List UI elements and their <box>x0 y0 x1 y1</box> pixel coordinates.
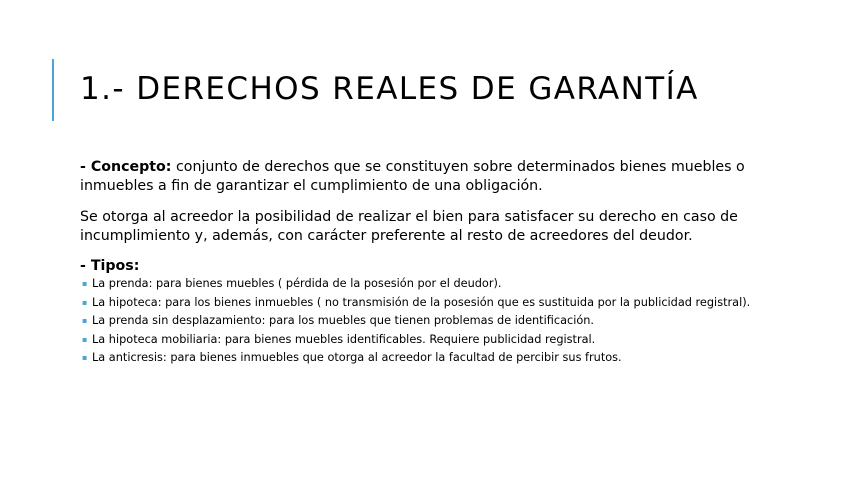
list-item <box>80 351 760 366</box>
concepto-paragraph <box>80 158 760 196</box>
bullet-icon: ▪ <box>82 353 88 362</box>
list-item-text: La hipoteca mobiliaria: para bienes muebles identificables. Requiere publicidad registral. <box>92 332 596 346</box>
list-item-text: La prenda: para bienes muebles ( pérdida de la posesión por el deudor). <box>92 277 502 290</box>
list-item-text: La anticresis: para bienes inmuebles que otorga al acreedor la facultad de percibir sus frutos. <box>92 351 622 364</box>
concepto-label: - Concepto: <box>80 159 172 175</box>
bullet-icon: ▪ <box>82 297 88 307</box>
slide-body <box>80 158 760 366</box>
list-item <box>80 296 760 311</box>
title-accent-bar <box>52 59 54 121</box>
list-item <box>80 277 760 292</box>
list-item-text: La prenda sin desplazamiento: para los muebles que tienen problemas de identificación. <box>92 314 595 327</box>
bullet-icon: ▪ <box>82 279 88 288</box>
list-item <box>80 333 760 348</box>
slide-title: 1.- DERECHOS REALES DE GARANTÍA <box>80 71 699 107</box>
acreedor-paragraph: Se otorga al acreedor la posibilidad de realizar el bien para satisfacer su derecho en caso de incumplimiento y, además, con carácter preferente al resto de acreedores del deudor. <box>80 209 738 244</box>
list-item <box>80 314 760 329</box>
bullet-icon: ▪ <box>82 334 88 344</box>
list-item-text: La hipoteca: para los bienes inmuebles ( no transmisión de la posesión que es sustituida por la publicidad registral). <box>92 295 751 309</box>
tipos-list <box>80 277 760 366</box>
concepto-text: conjunto de derechos que se constituyen sobre determinados bienes muebles o inmuebles a fin de garantizar el cumplimiento de una obligación. <box>80 159 745 194</box>
tipos-heading: - Tipos: <box>80 258 140 274</box>
bullet-icon: ▪ <box>82 316 88 325</box>
